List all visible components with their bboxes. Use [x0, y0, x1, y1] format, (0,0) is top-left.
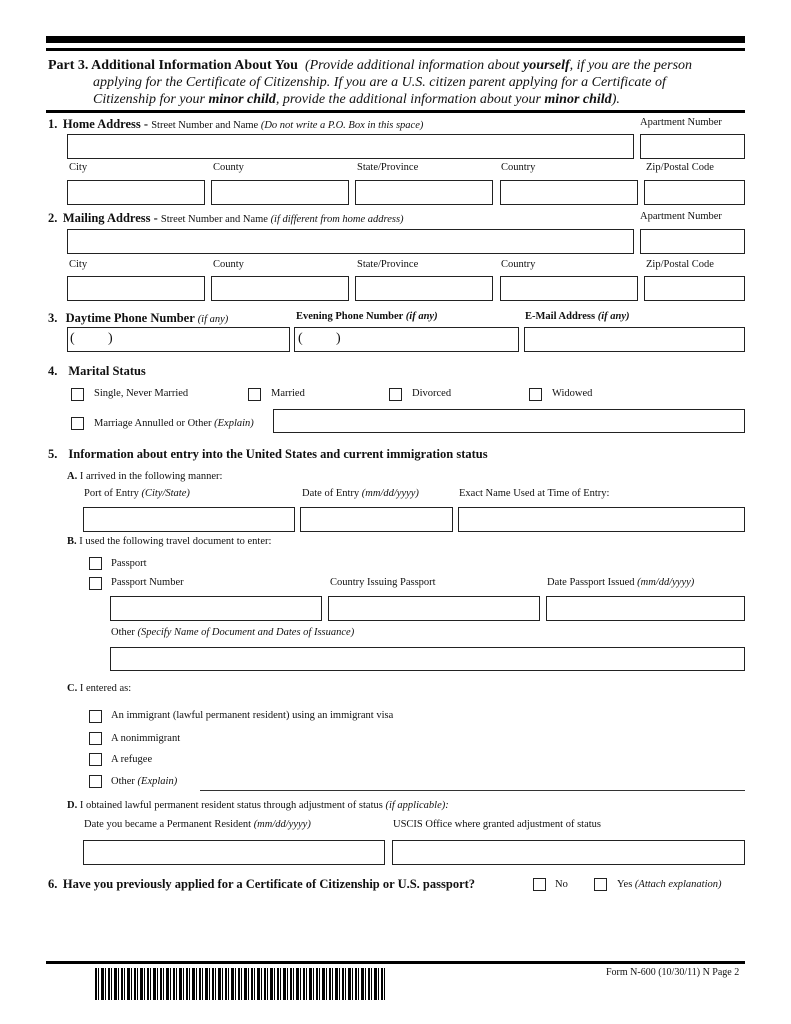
q2-apartment-label: Apartment Number [640, 211, 722, 222]
passport-number-input[interactable] [110, 596, 322, 621]
other-entry-checkbox[interactable] [89, 775, 102, 788]
widowed-checkbox[interactable] [529, 388, 542, 401]
passport-number-checkbox[interactable] [89, 577, 102, 590]
single-checkbox[interactable] [71, 388, 84, 401]
annulled-label: Marriage Annulled or Other (Explain) [94, 418, 254, 429]
widowed-label: Widowed [552, 388, 593, 399]
mailing-apartment-input[interactable] [640, 229, 745, 254]
q6-no-label: No [555, 879, 568, 890]
married-label: Married [271, 388, 305, 399]
other-entry-label: Other (Explain) [111, 776, 178, 787]
q6-yes-checkbox[interactable] [594, 878, 607, 891]
daytime-phone-input[interactable] [67, 327, 290, 352]
q6-yes-label: Yes (Attach explanation) [617, 879, 722, 890]
part3-instructions-line2: applying for the Certificate of Citizenship. If you are a U.S. citizen parent applying for a Certificate of [93, 75, 666, 90]
top-rule-thick [46, 36, 745, 43]
part3-instructions-line3: Citizenship for your minor child, provide the additional information about your minor child). [93, 92, 620, 107]
q2-label: 2. Mailing Address - Street Number and Name (if different from home address) [48, 211, 404, 225]
uscis-office-label: USCIS Office where granted adjustment of status [393, 819, 602, 830]
passport-label: Passport [111, 558, 147, 569]
passport-number-label: Passport Number [111, 577, 184, 588]
evening-area-open: ( [298, 331, 303, 346]
mailing-city-label: City [69, 259, 88, 270]
immigrant-label: An immigrant (lawful permanent resident) using an immigrant visa [111, 710, 394, 721]
part3-rule [46, 110, 745, 113]
home-country-input[interactable] [500, 180, 638, 205]
annulled-checkbox[interactable] [71, 417, 84, 430]
other-document-label: Other (Specify Name of Document and Dates of Issuance) [111, 627, 355, 638]
top-rule-thin [46, 48, 745, 51]
date-of-entry-input[interactable] [300, 507, 453, 532]
mailing-zip-label: Zip/Postal Code [646, 259, 714, 270]
mailing-street-input[interactable] [67, 229, 634, 254]
other-document-input[interactable] [110, 647, 745, 671]
home-country-label: Country [501, 162, 536, 173]
home-city-label: City [69, 162, 88, 173]
nonimmigrant-checkbox[interactable] [89, 732, 102, 745]
barcode [95, 968, 385, 1000]
refugee-checkbox[interactable] [89, 753, 102, 766]
mailing-zip-input[interactable] [644, 276, 745, 301]
other-entry-explain-line[interactable] [200, 790, 745, 791]
nonimmigrant-label: A nonimmigrant [111, 733, 181, 744]
date-of-entry-label: Date of Entry (mm/dd/yyyy) [302, 488, 419, 499]
annulled-explain-input[interactable] [273, 409, 745, 433]
home-zip-label: Zip/Postal Code [646, 162, 714, 173]
pr-date-label: Date you became a Permanent Resident (mm/dd/yyyy) [84, 819, 311, 830]
q3-daytime-label: 3. Daytime Phone Number (if any) [48, 311, 229, 325]
port-of-entry-label: Port of Entry (City/State) [84, 488, 190, 499]
divorced-label: Divorced [412, 388, 452, 399]
q6-label: 6. Have you previously applied for a Certificate of Citizenship or U.S. passport? [48, 877, 476, 891]
q3-email-label: E-Mail Address (if any) [525, 311, 630, 322]
country-issuing-label: Country Issuing Passport [330, 577, 436, 588]
home-zip-input[interactable] [644, 180, 745, 205]
country-issuing-input[interactable] [328, 596, 540, 621]
evening-phone-input[interactable] [294, 327, 519, 352]
date-issued-label: Date Passport Issued (mm/dd/yyyy) [547, 577, 695, 588]
home-apartment-input[interactable] [640, 134, 745, 159]
q6-no-checkbox[interactable] [533, 878, 546, 891]
passport-checkbox[interactable] [89, 557, 102, 570]
married-checkbox[interactable] [248, 388, 261, 401]
date-issued-input[interactable] [546, 596, 745, 621]
mailing-city-input[interactable] [67, 276, 205, 301]
footer-rule [46, 961, 745, 964]
name-used-label: Exact Name Used at Time of Entry: [459, 488, 610, 499]
q5a-label: A. I arrived in the following manner: [67, 471, 223, 482]
divorced-checkbox[interactable] [389, 388, 402, 401]
immigrant-checkbox[interactable] [89, 710, 102, 723]
mailing-state-label: State/Province [357, 259, 419, 270]
home-state-label: State/Province [357, 162, 419, 173]
port-of-entry-input[interactable] [83, 507, 295, 532]
q1-label: 1. Home Address - Street Number and Name (Do not write a P.O. Box in this space) [48, 117, 424, 131]
home-county-input[interactable] [211, 180, 349, 205]
q5c-label: C. I entered as: [67, 683, 132, 694]
name-used-input[interactable] [458, 507, 745, 532]
q3-evening-label: Evening Phone Number (if any) [296, 311, 438, 322]
daytime-area-close: ) [108, 331, 113, 346]
home-state-input[interactable] [355, 180, 493, 205]
form-identifier: Form N-600 (10/30/11) N Page 2 [606, 967, 740, 978]
part3-header: Part 3. Additional Information About You (Provide additional information about yourself, if you are the person [48, 58, 693, 73]
daytime-area-open: ( [70, 331, 75, 346]
q5-label: 5. Information about entry into the United States and current immigration status [48, 447, 488, 461]
q1-apartment-label: Apartment Number [640, 117, 722, 128]
q4-label: 4. Marital Status [48, 364, 146, 378]
single-label: Single, Never Married [94, 388, 189, 399]
uscis-office-input[interactable] [392, 840, 745, 865]
mailing-county-label: County [213, 259, 244, 270]
evening-area-close: ) [336, 331, 341, 346]
q5b-label: B. I used the following travel document to enter: [67, 536, 272, 547]
mailing-country-label: Country [501, 259, 536, 270]
refugee-label: A refugee [111, 754, 153, 765]
mailing-country-input[interactable] [500, 276, 638, 301]
home-county-label: County [213, 162, 244, 173]
mailing-county-input[interactable] [211, 276, 349, 301]
home-street-input[interactable] [67, 134, 634, 159]
home-city-input[interactable] [67, 180, 205, 205]
pr-date-input[interactable] [83, 840, 385, 865]
mailing-state-input[interactable] [355, 276, 493, 301]
q5d-label: D. I obtained lawful permanent resident status through adjustment of status (if applicable): [67, 800, 449, 811]
email-input[interactable] [524, 327, 745, 352]
